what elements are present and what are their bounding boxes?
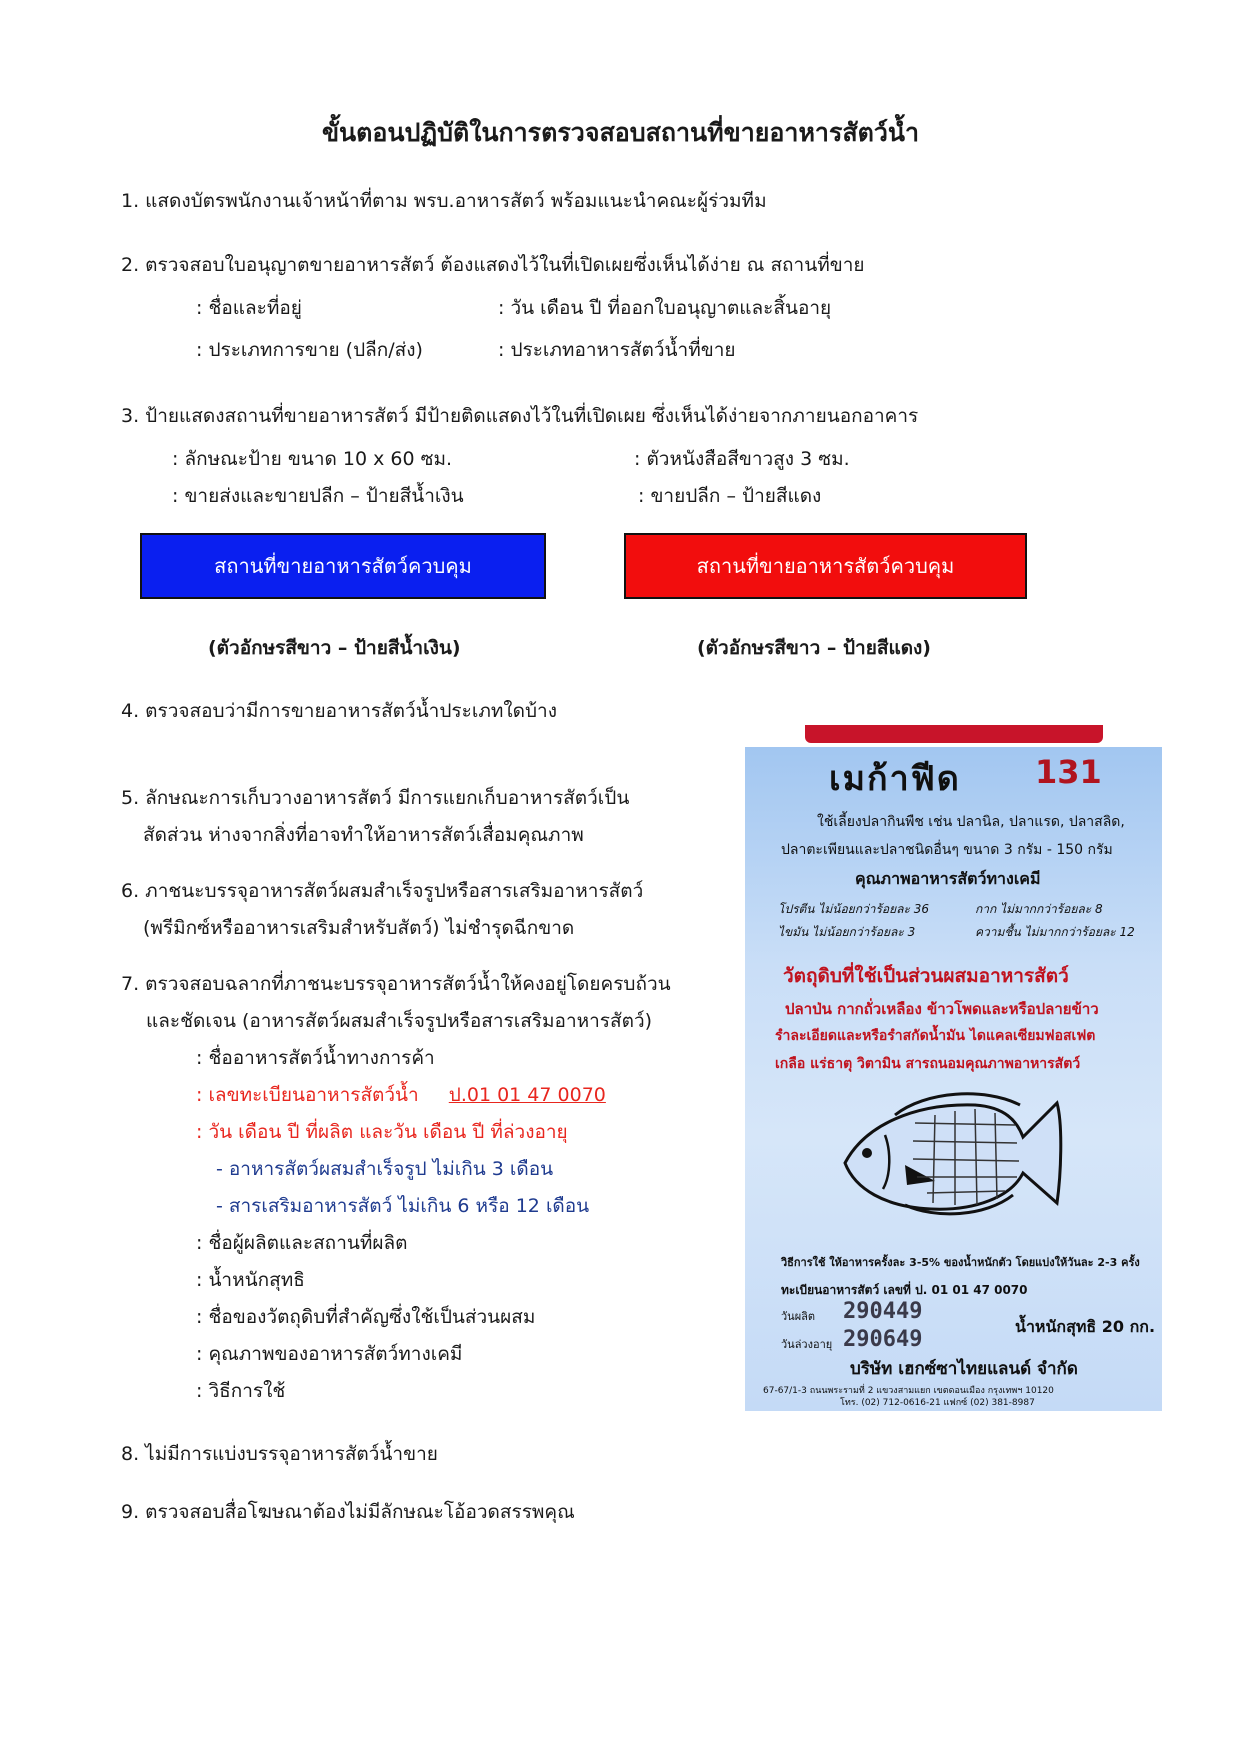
bag-ingredients-line2: รำละเอียดและหรือรำสกัดน้ำมัน ไดแคลเซียมฟอสเฟต (775, 1028, 1096, 1044)
item-7-g: : คุณภาพของอาหารสัตว์ทางเคมี (196, 1343, 463, 1365)
bag-protein: โปรตีน ไม่น้อยกว่าร้อยละ 36 (778, 902, 930, 916)
item-7-line1: 7. ตรวจสอบฉลากที่ภาชนะบรรจุอาหารสัตว์น้ำให้คงอยู่โดยครบถ้วน (121, 973, 671, 995)
item-4: 4. ตรวจสอบว่ามีการขายอาหารสัตว์น้ำประเภทใดบ้าง (121, 700, 557, 722)
bag-brand-number: 131 (1035, 753, 1102, 791)
bag-ingredients-heading: วัตถุดิบที่ใช้เป็นส่วนผสมอาหารสัตว์ (783, 965, 1069, 987)
bag-mfg-label: วันผลิต (781, 1310, 816, 1323)
item-7-a: : ชื่ออาหารสัตว์น้ำทางการค้า (196, 1047, 435, 1069)
item-3-a: : ลักษณะป้าย ขนาด 10 x 60 ซม. (172, 448, 453, 470)
bag-ingredients-line3: เกลือ แร่ธาตุ วิตามิน สารถนอมคุณภาพอาหารสัตว์ (775, 1056, 1081, 1072)
item-7-b-label: : เลขทะเบียนอาหารสัตว์น้ำ (196, 1084, 419, 1106)
item-7-c2: - สารเสริมอาหารสัตว์ ไม่เกิน 6 หรือ 12 เดือน (216, 1195, 590, 1217)
item-6-line2: (พรีมิกซ์หรืออาหารเสริมสำหรับสัตว์) ไม่ชำรุดฉีกขาด (143, 917, 575, 939)
bag-fiber: กาก ไม่มากกว่าร้อยละ 8 (975, 902, 1103, 916)
item-3-c: : ขายส่งและขายปลีก – ป้ายสีน้ำเงิน (172, 485, 464, 507)
bag-registration: ทะเบียนอาหารสัตว์ เลขที่ ป. 01 01 47 0070 (781, 1283, 1028, 1297)
bag-exp-label: วันล่วงอายุ (781, 1338, 833, 1351)
item-5-line2: สัดส่วน ห่างจากสิ่งที่อาจทำให้อาหารสัตว์เสื่อมคุณภาพ (143, 824, 584, 846)
bag-use-line2: ปลาตะเพียนและปลาชนิดอื่นๆ ขนาด 3 กรัม - 150 กรัม (781, 842, 1113, 858)
red-sign-text: สถานที่ขายอาหารสัตว์ควบคุม (696, 554, 955, 578)
item-7-c: : วัน เดือน ปี ที่ผลิต และวัน เดือน ปี ที่ล่วงอายุ (196, 1121, 568, 1143)
fish-illustration (835, 1085, 1065, 1220)
bag-red-strip (805, 725, 1103, 743)
bag-address: 67-67/1-3 ถนนพระรามที่ 2 แขวงสามแยก เขตดอนเมือง กรุงเทพฯ 10120 (763, 1386, 1054, 1396)
bag-quality-heading: คุณภาพอาหารสัตว์ทางเคมี (855, 869, 1041, 888)
item-2-a: : ชื่อและที่อยู่ (196, 297, 302, 319)
bag-exp-date: 290649 (843, 1327, 923, 1352)
item-2-d: : ประเภทอาหารสัตว์น้ำที่ขาย (498, 339, 736, 361)
item-2-heading: 2. ตรวจสอบใบอนุญาตขายอาหารสัตว์ ต้องแสดงไว้ในที่เปิดเผยซึ่งเห็นได้ง่าย ณ สถานที่ขาย (121, 254, 865, 276)
item-1: 1. แสดงบัตรพนักงานเจ้าหน้าที่ตาม พรบ.อาหารสัตว์ พร้อมแนะนำคณะผู้ร่วมทีม (121, 190, 767, 212)
blue-sign (140, 533, 546, 599)
item-7-h: : วิธีการใช้ (196, 1380, 286, 1402)
registration-number: ป.01 01 47 0070 (448, 1084, 606, 1106)
bag-moisture: ความชื้น ไม่มากกว่าร้อยละ 12 (975, 925, 1135, 939)
bag-brand: เมก้าฟีด (829, 759, 961, 799)
item-7-line2: และชัดเจน (อาหารสัตว์ผสมสำเร็จรูปหรือสารเสริมอาหารสัตว์) (146, 1010, 653, 1032)
bag-phone: โทร. (02) 712-0616-21 แฟกซ์ (02) 381-8987 (840, 1398, 1035, 1408)
item-3-b: : ตัวหนังสือสีขาวสูง 3 ซม. (634, 448, 850, 470)
item-2-b: : วัน เดือน ปี ที่ออกใบอนุญาตและสิ้นอายุ (498, 297, 832, 319)
item-9: 9. ตรวจสอบสื่อโฆษณาต้องไม่มีลักษณะโอ้อวดสรรพคุณ (121, 1501, 575, 1523)
bag-fat: ไขมัน ไม่น้อยกว่าร้อยละ 3 (778, 925, 916, 939)
bag-ingredients-line1: ปลาป่น กากถั่วเหลือง ข้าวโพดและหรือปลายข้าว (785, 1000, 1099, 1018)
feed-bag-photo (745, 725, 1162, 1411)
item-7-b (196, 1082, 606, 1108)
blue-sign-text: สถานที่ขายอาหารสัตว์ควบคุม (214, 554, 472, 578)
item-8: 8. ไม่มีการแบ่งบรรจุอาหารสัตว์น้ำขาย (121, 1443, 438, 1465)
item-3-d: : ขายปลีก – ป้ายสีแดง (638, 485, 822, 507)
item-7-d: : ชื่อผู้ผลิตและสถานที่ผลิต (196, 1232, 408, 1254)
page-title: ขั้นตอนปฏิบัติในการตรวจสอบสถานที่ขายอาหารสัตว์น้ำ (321, 118, 920, 147)
red-sign-caption: (ตัวอักษรสีขาว – ป้ายสีแดง) (697, 637, 931, 659)
bag-company: บริษัท เฮกซ์ซาไทยแลนด์ จำกัด (850, 1359, 1078, 1379)
red-sign (624, 533, 1027, 599)
blue-sign-caption: (ตัวอักษรสีขาว – ป้ายสีน้ำเงิน) (208, 637, 461, 659)
bag-net-weight: น้ำหนักสุทธิ 20 กก. (1015, 1317, 1156, 1336)
item-3-heading: 3. ป้ายแสดงสถานที่ขายอาหารสัตว์ มีป้ายติดแสดงไว้ในที่เปิดเผย ซึ่งเห็นได้ง่ายจากภายนอกอาคาร (121, 405, 919, 427)
item-7-f: : ชื่อของวัตถุดิบที่สำคัญซึ่งใช้เป็นส่วนผสม (196, 1306, 536, 1328)
bag-usage: วิธีการใช้ ให้อาหารครั้งละ 3-5% ของน้ำหนักตัว โดยแบ่งให้วันละ 2-3 ครั้ง (781, 1256, 1140, 1269)
item-6-line1: 6. ภาชนะบรรจุอาหารสัตว์ผสมสำเร็จรูปหรือสารเสริมอาหารสัตว์ (121, 880, 644, 902)
item-7-e: : น้ำหนักสุทธิ (196, 1269, 305, 1291)
bag-use-line1: ใช้เลี้ยงปลากินพืช เช่น ปลานิล, ปลาแรด, ปลาสลิด, (817, 814, 1125, 830)
item-5-line1: 5. ลักษณะการเก็บวางอาหารสัตว์ มีการแยกเก็บอาหารสัตว์เป็น (121, 787, 630, 809)
item-7-c1: - อาหารสัตว์ผสมสำเร็จรูป ไม่เกิน 3 เดือน (216, 1158, 554, 1180)
bag-mfg-date: 290449 (843, 1299, 923, 1324)
item-2-c: : ประเภทการขาย (ปลีก/ส่ง) (196, 339, 423, 361)
